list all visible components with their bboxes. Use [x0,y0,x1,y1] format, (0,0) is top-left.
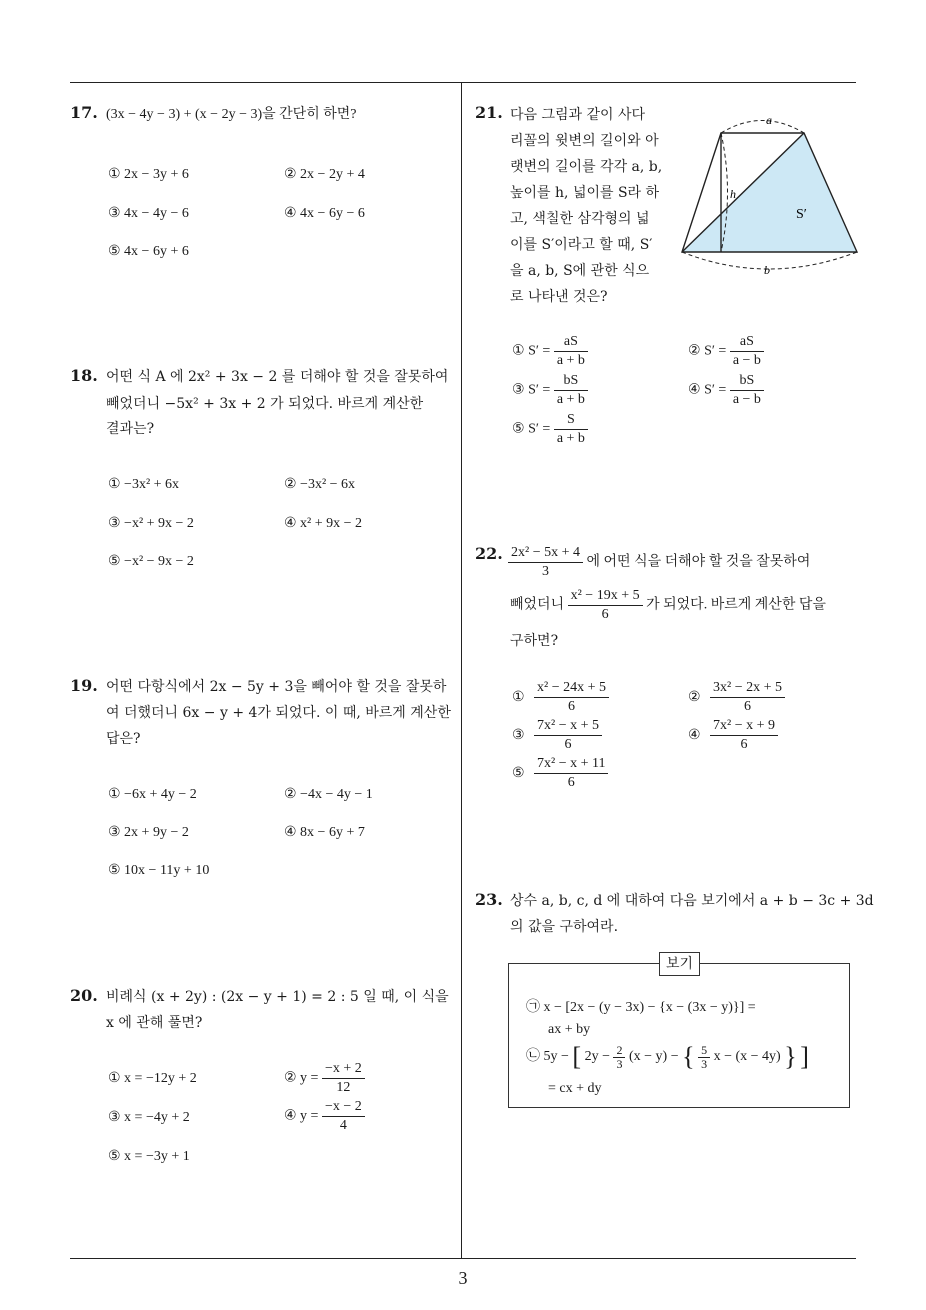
q20-option-3[interactable]: ③ x = −4y + 2 [108,1110,190,1125]
q19-option-4[interactable]: ④ 8x − 6y + 7 [284,825,365,840]
label-h: h [730,187,736,201]
q22-option-2[interactable] [688,679,785,716]
example-item-1-line-1: ㉠ x − [2x − (y − 3x) − {x − (3x − y)}] = [526,1000,756,1015]
top-rule [70,82,856,83]
fraction-2-denominator: 3 [701,1056,708,1071]
q21-option-3-numerator: bS [554,372,588,391]
q18-line-3: 결과는? [106,421,155,437]
q18-option-1[interactable]: ① −3x² + 6x [108,477,180,492]
q22-fraction-1-numerator: 2x² − 5x + 4 [508,544,583,563]
example-item-2-fraction-1 [613,1044,625,1071]
q20-option-4-numerator: −x − 2 [322,1098,365,1117]
q20-option-1[interactable]: ① x = −12y + 2 [108,1071,197,1086]
open-brace: { [682,1042,695,1071]
q18-line-1: 어떤 식 A 에 2x² + 3x − 2 를 더해야 할 것을 잘못하여 [106,369,449,385]
label-b: b [764,263,770,277]
q22-option-1-denominator: 6 [568,699,575,714]
q21-option-1-mark: ① [512,343,525,359]
q22-option-5[interactable] [512,755,608,792]
q17-option-5[interactable]: ⑤ 4x − 6y + 6 [108,244,189,259]
q21-option-4-lhs: S′ = [704,382,727,398]
example-item-2-prefix: ㉡ 5y − [526,1049,569,1065]
q22-fraction-2-numerator: x² − 19x + 5 [568,587,643,606]
q21-line-3: 랫변의 길이를 각각 a, b, [510,159,663,175]
label-a: a [766,113,772,127]
q22-line-2 [510,587,826,624]
q22-option-1[interactable] [512,679,609,716]
q21-option-2-numerator: aS [730,333,764,352]
example-item-2-post: x − (x − 4y) [713,1049,781,1065]
q22-option-4-denominator: 6 [740,737,748,752]
q21-line-1: 다음 그림과 같이 사다 [510,107,646,123]
close-bracket: ] [800,1042,809,1071]
q22-option-5-numerator: 7x² − x + 11 [534,755,608,774]
q22-option-2-numerator: 3x² − 2x + 5 [710,679,785,698]
q19-option-5[interactable]: ⑤ 10x − 11y + 10 [108,863,210,878]
q21-option-1-numerator: aS [554,333,588,352]
q20-option-4-denominator: 4 [339,1118,347,1133]
q22-option-4-numerator: 7x² − x + 9 [710,717,778,736]
q22-option-5-denominator: 6 [567,775,575,790]
q21-option-3[interactable] [512,372,588,409]
q22-line-3: 구하면? [510,633,559,649]
q22-option-3-mark: ③ [512,727,525,743]
q22-fraction-1 [508,544,583,581]
q22-option-2-fraction [710,679,785,716]
q21-option-3-fraction [554,372,588,409]
q18-option-2[interactable]: ② −3x² − 6x [284,477,356,492]
q21-option-5-numerator: S [554,411,588,430]
q22-option-3-numerator: 7x² − x + 5 [534,717,602,736]
q18-option-4[interactable]: ④ x² + 9x − 2 [284,516,363,531]
q20-line-2: x 에 관해 풀면? [106,1015,203,1031]
term-2y: 2y − [584,1049,610,1065]
example-item-2-mid: (x − y) − [628,1049,679,1065]
top-arc [721,121,804,134]
q20-option-2-numerator: −x + 2 [322,1060,365,1079]
q22-fraction-1-denominator: 3 [542,564,549,579]
q21-line-6: 이를 S′이라고 할 때, S′ [510,237,653,253]
q21-option-1-lhs: S′ = [528,343,551,359]
q21-option-2[interactable] [688,333,764,370]
q19-line-2: 여 더했더니 6x − y + 4가 되었다. 이 때, 바르게 계산한 [106,705,451,721]
q21-line-2: 리꼴의 윗변의 길이와 아 [510,133,659,149]
q21-option-2-mark: ② [688,343,701,359]
q21-option-4[interactable] [688,372,764,409]
q22-option-3-denominator: 6 [564,737,572,752]
q21-option-5-mark: ⑤ [512,421,525,437]
q21-line-8: 로 나타낸 것은? [510,289,608,305]
q22-line-1 [508,544,810,581]
q21-option-2-denominator: a − b [732,353,761,368]
q18-option-5[interactable]: ⑤ −x² − 9x − 2 [108,554,194,569]
q22-line-2-text: 가 되었다. 바르게 계산한 답을 [646,597,826,613]
q22-line-1-text: 에 어떤 식을 더해야 할 것을 잘못하여 [586,554,811,570]
q22-option-2-denominator: 6 [744,699,751,714]
q17-option-4[interactable]: ④ 4x − 6y − 6 [284,206,365,221]
q17-option-1[interactable]: ① 2x − 3y + 6 [108,167,189,182]
bottom-rule [70,1258,856,1259]
example-box-title: 보기 [659,952,700,976]
q20-number: 20. [70,986,98,1005]
q19-option-2[interactable]: ② −4x − 4y − 1 [284,787,373,802]
q18-line-2: 빼었더니 −5x² + 3x + 2 가 되었다. 바르게 계산한 [106,396,424,412]
q17-option-2[interactable]: ② 2x − 2y + 4 [284,167,365,182]
label-s-prime: S′ [796,207,807,222]
q19-line-3: 답은? [106,731,141,747]
q17-text: (3x − 4y − 3) + (x − 2y − 3)을 간단히 하면? [106,107,357,122]
q21-option-1-denominator: a + b [556,353,585,368]
q21-option-2-lhs: S′ = [704,343,727,359]
q20-option-4-lhs: ④ y = [284,1108,319,1124]
q19-option-1[interactable]: ① −6x + 4y − 2 [108,787,197,802]
q20-option-2-fraction [322,1060,365,1097]
q23-line-2: 의 값을 구하여라. [510,919,619,935]
q19-option-3[interactable]: ③ 2x + 9y − 2 [108,825,189,840]
q22-option-5-fraction [534,755,608,792]
example-item-1-line-2: ax + by [548,1022,591,1037]
q21-option-3-denominator: a + b [556,392,585,407]
column-divider [461,83,462,1259]
q17-option-3[interactable]: ③ 4x − 4y − 6 [108,206,189,221]
q21-option-1[interactable] [512,333,588,370]
open-bracket: [ [572,1042,582,1071]
q19-line-1: 어떤 다항식에서 2x − 5y + 3을 빼어야 할 것을 잘못하 [106,679,447,695]
q22-option-3[interactable] [512,717,602,754]
example-item-2-fraction-2 [698,1044,710,1071]
q22-option-3-fraction [534,717,602,754]
page-number: 3 [458,1268,468,1288]
q20-option-2-denominator: 12 [336,1080,351,1095]
q22-fraction-2-denominator: 6 [601,607,609,622]
q22-option-1-mark: ① [512,689,525,705]
q19-number: 19. [70,676,98,695]
q22-number: 22. [475,544,503,563]
trapezoid-figure [676,108,866,278]
q21-option-3-lhs: S′ = [528,382,551,398]
example-item-2-line-2: = cx + dy [548,1081,602,1096]
q18-option-3[interactable]: ③ −x² + 9x − 2 [108,516,194,531]
q21-option-4-numerator: bS [730,372,764,391]
q22-option-1-fraction [534,679,609,716]
q21-option-3-mark: ③ [512,382,525,398]
q22-option-1-numerator: x² − 24x + 5 [534,679,609,698]
q22-option-4[interactable] [688,717,778,754]
close-brace: } [784,1042,797,1071]
fraction-1-numerator: 2 [613,1044,625,1058]
q21-option-2-fraction [730,333,764,370]
q21-line-4: 높이를 h, 넓이를 S라 하 [510,185,660,201]
q21-number: 21. [475,103,503,122]
q20-option-2-lhs: ② y = [284,1070,319,1086]
q22-option-4-fraction [710,717,778,754]
q22-line-2-prefix: 빼었더니 [510,597,565,613]
q20-line-1: 비례식 (x + 2y) : (2x − y + 1) = 2 : 5 일 때, 이 식을 [106,989,449,1005]
q21-option-5[interactable] [512,411,588,448]
q21-option-4-mark: ④ [688,382,701,398]
fraction-2-numerator: 5 [698,1044,710,1058]
q21-option-5-lhs: S′ = [528,421,551,437]
q21-option-5-fraction [554,411,588,448]
q20-option-5[interactable]: ⑤ x = −3y + 1 [108,1149,190,1164]
q22-option-2-mark: ② [688,689,701,705]
q22-fraction-2 [568,587,643,624]
fraction-1-denominator: 3 [616,1056,623,1071]
q21-option-4-denominator: a − b [732,392,761,407]
q21-line-7: 을 a, b, S에 관한 식으 [510,263,650,279]
q20-option-2[interactable] [284,1060,365,1097]
q23-line-1: 상수 a, b, c, d 에 대하여 다음 보기에서 a + b − 3c + 3d [510,893,874,909]
q21-option-1-fraction [554,333,588,370]
example-item-2-line-1 [526,1042,809,1072]
q20-option-4[interactable] [284,1098,365,1135]
q21-line-5: 고, 색칠한 삼각형의 넓 [510,211,650,227]
q21-option-4-fraction [730,372,764,409]
q18-number: 18. [70,366,98,385]
q20-option-4-fraction [322,1098,365,1135]
q23-number: 23. [475,890,503,909]
q22-option-5-mark: ⑤ [512,765,525,781]
q21-option-5-denominator: a + b [556,431,585,446]
q17-number: 17. [70,103,98,122]
q22-option-4-mark: ④ [688,727,701,743]
